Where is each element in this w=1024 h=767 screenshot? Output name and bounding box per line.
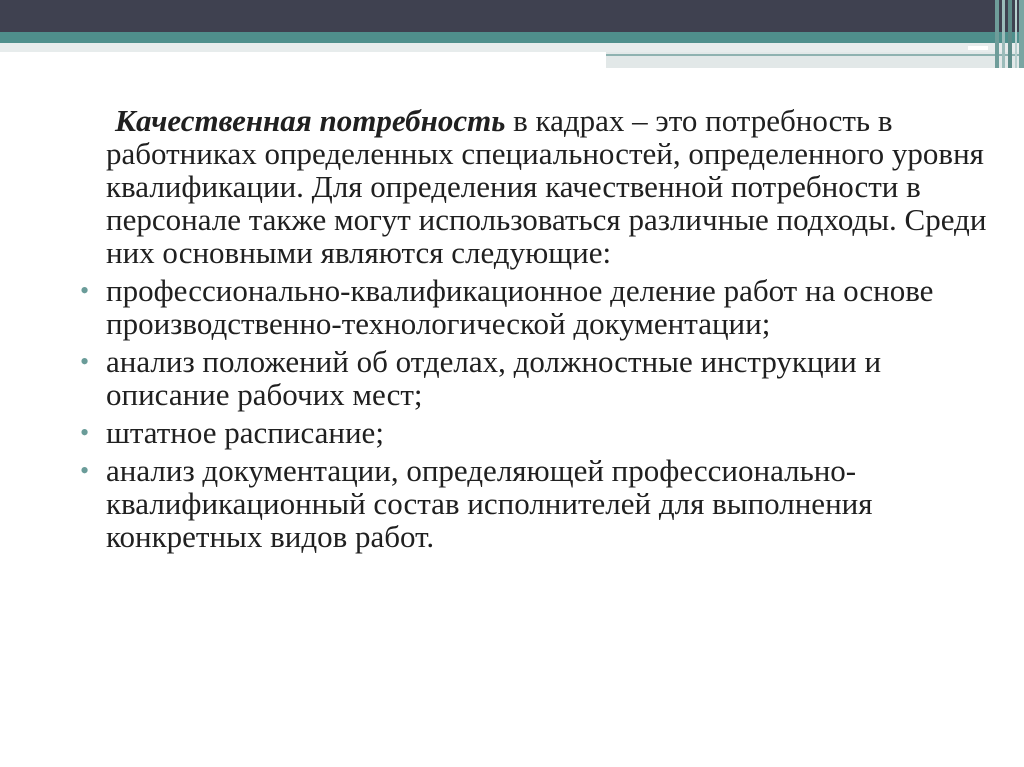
slide-content bbox=[78, 104, 988, 558]
intro-text: в кадрах – это потребность в работниках определенных специальностей, определенного уровня квалификации. Для определения качественной потребности в персонале также могут использоваться различные подходы. Среди них основными являются следующие: bbox=[106, 103, 987, 270]
header-band-teal bbox=[0, 32, 1024, 43]
intro-term: Качественная потребность bbox=[115, 103, 506, 138]
bullet-list bbox=[78, 274, 988, 553]
bullet-text: профессионально-квалификационное деление работ на основе производственно-технологической документации; bbox=[106, 273, 934, 341]
bullet-dot-icon: • bbox=[80, 456, 90, 485]
header-edge-mark bbox=[968, 46, 988, 50]
header-band-dark bbox=[0, 0, 1024, 32]
header-band-light bbox=[0, 43, 1024, 52]
bullet-dot-icon: • bbox=[80, 276, 90, 305]
header-edge-stripe bbox=[1015, 0, 1017, 68]
bullet-item bbox=[78, 454, 988, 553]
bullet-text: штатное расписание; bbox=[106, 415, 384, 450]
bullet-dot-icon: • bbox=[80, 347, 90, 376]
bullet-item bbox=[78, 345, 988, 411]
header-edge-stripe bbox=[1008, 0, 1012, 68]
bullet-item bbox=[78, 274, 988, 340]
bullet-dot-icon: • bbox=[80, 418, 90, 447]
bullet-item bbox=[78, 416, 988, 449]
bullet-text: анализ положений об отделах, должностные инструкции и описание рабочих мест; bbox=[106, 344, 882, 412]
header-edge-stripe bbox=[995, 0, 999, 68]
intro-paragraph bbox=[106, 104, 988, 269]
header-band-notch-line bbox=[606, 54, 1024, 56]
header-edge-stripe bbox=[1019, 0, 1024, 68]
header-edge-stripe bbox=[1002, 0, 1005, 68]
bullet-text: анализ документации, определяющей профессионально-квалификационный состав исполнителей для выполнения конкретных видов работ. bbox=[106, 453, 873, 554]
